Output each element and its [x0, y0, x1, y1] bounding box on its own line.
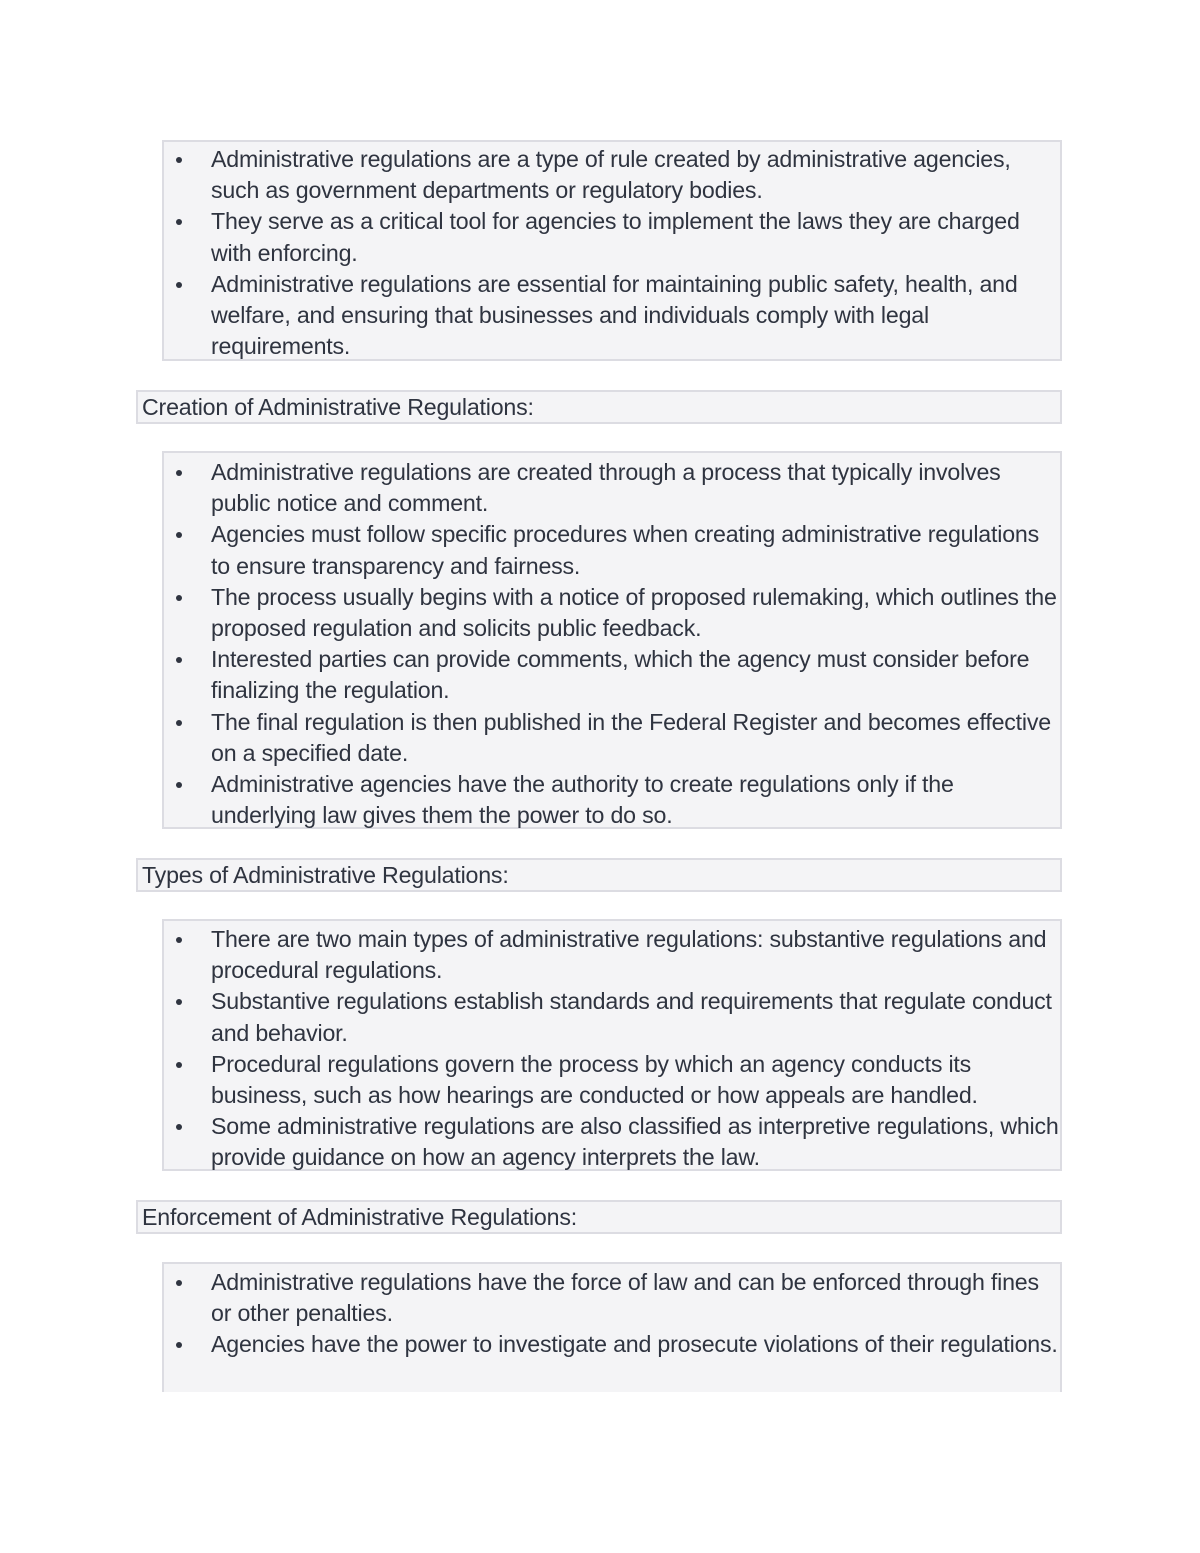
list-item-text: Administrative regulations have the force of law and can be enforced through fines or other penalties. [211, 1269, 1039, 1327]
section-heading-types: Types of Administrative Regulations: [136, 858, 1062, 892]
bullet-icon [176, 532, 182, 538]
list-item-text: Agencies have the power to investigate and prosecute violations of their regulations. [211, 1331, 1058, 1358]
bullet-icon [176, 1062, 182, 1068]
list-item-text: Interested parties can provide comments, which the agency must consider before finalizing the regulation. [211, 646, 1030, 704]
list-item-text: Administrative regulations are essential for maintaining public safety, health, and welfare, and ensuring that businesses and individuals comply with legal requirements. [211, 270, 1018, 360]
bullet-icon [176, 470, 182, 476]
bullet-icon [176, 219, 182, 225]
bullet-icon [176, 937, 182, 943]
list-item-text: There are two main types of administrative regulations: substantive regulations and procedural regulations. [211, 926, 1047, 984]
bullet-icon [176, 282, 182, 288]
list-item [164, 1329, 1060, 1360]
bullet-icon [176, 595, 182, 601]
list-item-text: They serve as a critical tool for agencies to implement the laws they are charged with enforcing. [211, 208, 1020, 266]
list-item [164, 924, 1060, 986]
list-item [164, 644, 1060, 706]
bullet-icon [176, 657, 182, 663]
list-item [164, 519, 1060, 581]
creation-bullet-list [164, 457, 1060, 831]
list-item-text: Administrative agencies have the authority to create regulations only if the underlying law gives them the power to do so. [211, 771, 954, 829]
list-item [164, 1049, 1060, 1111]
types-bullet-list [164, 924, 1060, 1174]
list-item [164, 769, 1060, 831]
enforcement-bullet-box [162, 1262, 1062, 1392]
list-item [164, 582, 1060, 644]
list-item [164, 1111, 1060, 1173]
enforcement-bullet-list [164, 1267, 1060, 1361]
list-item-text: Procedural regulations govern the process by which an agency conducts its business, such as how hearings are conducted or how appeals are handled. [211, 1050, 978, 1109]
bullet-icon [176, 157, 182, 163]
creation-bullet-box [162, 451, 1062, 829]
bullet-icon [176, 999, 182, 1005]
section-heading-creation: Creation of Administrative Regulations: [136, 390, 1062, 424]
list-item-text: Agencies must follow specific procedures when creating administrative regulations to ensure transparency and fairness. [211, 521, 1039, 579]
bullet-icon [176, 782, 182, 788]
intro-bullet-box [162, 140, 1062, 361]
types-bullet-box [162, 919, 1062, 1171]
bullet-icon [176, 1124, 182, 1130]
list-item [164, 144, 1060, 206]
bullet-icon [176, 1342, 182, 1348]
list-item [164, 457, 1060, 519]
bullet-icon [176, 1280, 182, 1286]
intro-bullet-list [164, 144, 1060, 362]
list-item [164, 269, 1060, 363]
list-item-text: Administrative regulations are created through a process that typically involves public notice and comment. [211, 459, 1001, 517]
section-heading-enforcement: Enforcement of Administrative Regulations: [136, 1200, 1062, 1234]
list-item [164, 1267, 1060, 1329]
list-item-text: Some administrative regulations are also classified as interpretive regulations, which provide guidance on how an agency interprets the law. [211, 1113, 1059, 1171]
list-item-text: The process usually begins with a notice of proposed rulemaking, which outlines the proposed regulation and solicits public feedback. [211, 583, 1057, 642]
list-item-text: The final regulation is then published in the Federal Register and becomes effective on a specified date. [211, 708, 1051, 766]
list-item [164, 986, 1060, 1048]
list-item [164, 707, 1060, 769]
bullet-icon [176, 720, 182, 726]
list-item-text: Administrative regulations are a type of rule created by administrative agencies, such as government departments or regulatory bodies. [211, 146, 1011, 204]
list-item [164, 206, 1060, 268]
list-item-text: Substantive regulations establish standards and requirements that regulate conduct and behavior. [211, 988, 1052, 1046]
